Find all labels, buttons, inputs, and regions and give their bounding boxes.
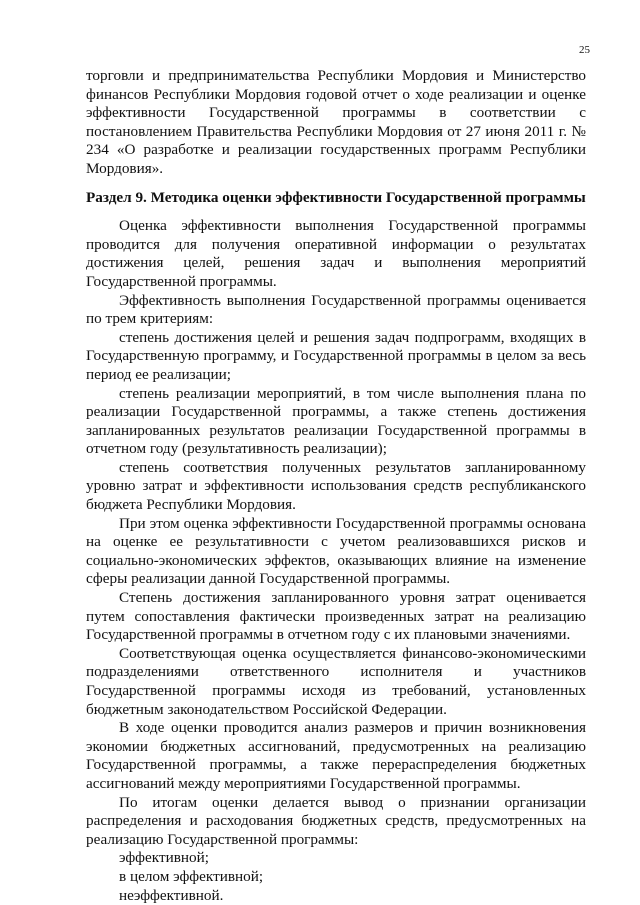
paragraph-criterion-costs: степень соответствия полученных результатов запланированному уровню затрат и эффективности использования средств республиканского бюджета Республики Мордовия. (86, 458, 586, 514)
paragraph-conclusion: По итогам оценки делается вывод о признании организации распределения и расходования бюджетных средств, предусмотренных на реализацию Государственной программы: (86, 793, 586, 848)
conclusion-option-ineffective: неэффективной. (119, 886, 224, 904)
paragraph-criteria-intro: Эффективность выполнения Государственной программы оценивается по трем критериям: (86, 291, 586, 328)
section-heading: Раздел 9. Методика оценки эффективности Государственной программы (86, 188, 586, 206)
paragraph-criterion-goals: степень достижения целей и решения задач подпрограмм, входящих в Государственную программу, и Государственной программы в целом за весь период ее реализации; (86, 328, 586, 383)
paragraph-criterion-activities: степень реализации мероприятий, в том числе выполнения плана по реализации Государственной программы, а также степень достижения запланированных результатов реализации Государственной программы в отчетном году (результативность реализации); (86, 384, 586, 458)
intro-paragraph: торговли и предпринимательства Республики Мордовия и Министерство финансов Республики Мордовия годовой отчет о ходе реализации и оценке эффективности Государственной программы в соответствии с постановлением Правительства Республики Мордовия от 27 июня 2011 г. № 234 «О разработке и реализации государственных программ Республики Мордовия». (86, 67, 586, 177)
paragraph-cost-level: Степень достижения запланированного уровня затрат оценивается путем сопоставления фактически произведенных затрат на реализацию Государственной программы в отчетном году с их плановыми значениями. (86, 589, 586, 644)
paragraph-savings-analysis: В ходе оценки проводится анализ размеров и причин возникновения экономии бюджетных ассигнований, предусмотренных на реализацию Государственной программы, а также перераспределения бюджетных ассигнований между мероприятиями Государственной программы. (86, 719, 586, 792)
page-number: 25 (579, 44, 590, 56)
conclusion-option-effective: эффективной; (119, 849, 209, 867)
paragraph-purpose: Оценка эффективности выполнения Государственной программы проводится для получения оперативной информации о результатах достижения целей, решения задач и выполнения мероприятий Государственной программы. (86, 217, 586, 290)
paragraph-financial-units: Соответствующая оценка осуществляется финансово-экономическими подразделениями ответственного исполнителя и участников Государственной программы исходя из требований, установленных бюджетным законодательством Российской Федерации. (86, 644, 586, 718)
document-body (86, 67, 586, 905)
conclusion-option-mostly-effective: в целом эффективной; (119, 867, 264, 885)
paragraph-effectiveness-basis: При этом оценка эффективности Государственной программы основана на оценке ее результативности с учетом реализовавшихся рисков и социально-экономических эффектов, оказывающих влияние на изменение сферы реализации данной Государственной программы. (86, 514, 586, 588)
